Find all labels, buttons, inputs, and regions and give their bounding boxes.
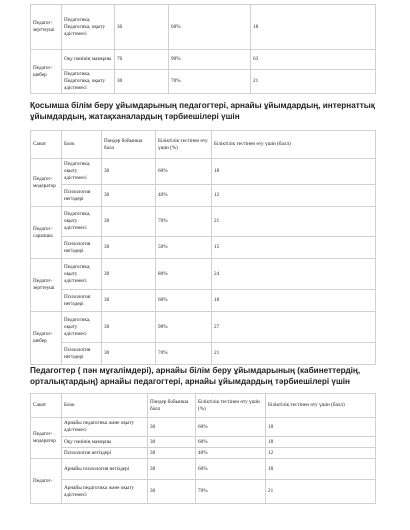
table-row (31, 50, 376, 70)
table-subject-teachers (30, 393, 376, 504)
block-cell: Педагогика, оқыту әдістемесі (62, 159, 102, 185)
block-cell: Арнайы педагогика және оқыту әдістемесі (62, 418, 148, 437)
section-heading: Қосымша білім беру ұйымдарының педагогтері, арнайы ұйымдардың, интернаттық ұйымдардың, жатақханалардың тәрбиешілері үшін (30, 101, 375, 121)
points-cell: 12 (266, 448, 376, 459)
score-cell: 30 (115, 5, 169, 50)
percent-cell: 40% (196, 448, 266, 459)
table-row (31, 159, 376, 185)
table-header-row (31, 394, 376, 418)
block-cell: Психология негіздері (62, 185, 102, 207)
table-header-row (31, 131, 376, 159)
table-row (31, 237, 376, 259)
score-cell: 30 (148, 459, 196, 480)
percent-cell: 70% (156, 343, 212, 365)
score-cell: 30 (102, 185, 156, 207)
block-cell: Оқу пәнінің мазмұны (62, 437, 148, 448)
points-cell: 18 (212, 290, 376, 312)
percent-cell: 60% (156, 159, 212, 185)
points-cell: 18 (266, 437, 376, 448)
table-row (31, 437, 376, 448)
percent-cell: 60% (169, 5, 251, 50)
percent-cell: 70% (196, 480, 266, 504)
percent-cell: 80% (156, 259, 212, 290)
category-cell: Педагог-модератор (31, 418, 62, 459)
points-cell: 21 (212, 343, 376, 365)
percent-cell: 60% (196, 437, 266, 448)
table-row (31, 207, 376, 237)
points-cell: 15 (212, 237, 376, 259)
percent-cell: 90% (169, 50, 251, 70)
table-row (31, 185, 376, 207)
score-cell: 30 (115, 70, 169, 94)
score-cell: 30 (102, 207, 156, 237)
block-cell: Психология негіздері (62, 343, 102, 365)
column-header: Санат (31, 131, 62, 159)
category-cell: Педагог-модератор (31, 159, 62, 207)
points-cell: 18 (212, 159, 376, 185)
category-cell: Педагог-зерттеуші (31, 5, 62, 50)
percent-cell: 60% (196, 418, 266, 437)
table-top (30, 4, 376, 94)
percent-cell: 60% (196, 459, 266, 480)
column-header: Біліктілік тестінен өту үшін (балл) (266, 394, 376, 418)
percent-cell: 70% (156, 207, 212, 237)
table-row (31, 448, 376, 459)
table-row (31, 70, 376, 94)
score-cell: 30 (102, 259, 156, 290)
points-cell: 18 (266, 459, 376, 480)
block-cell: Педагогика, оқыту әдістемесі (62, 312, 102, 343)
block-cell: Оқу пәнінің мазмұны (62, 50, 115, 70)
percent-cell: 90% (156, 312, 212, 343)
score-cell: 30 (102, 312, 156, 343)
table-row (31, 480, 376, 504)
block-cell: Арнайы психология негіздері (62, 459, 148, 480)
column-header: Біліктілік тестінен өту үшін (%) (156, 131, 212, 159)
column-header: Пәндер бойынша балл (148, 394, 196, 418)
score-cell: 30 (148, 448, 196, 459)
table-row (31, 259, 376, 290)
column-header: Біліктілік тестінен өту үшін (%) (196, 394, 266, 418)
column-header: Санат (31, 394, 62, 418)
points-cell: 21 (251, 70, 376, 94)
table-row (31, 418, 376, 437)
points-cell: 63 (251, 50, 376, 70)
block-cell: Педагогика, Педагогика, оқыту әдістемесі (62, 70, 115, 94)
score-cell: 70 (115, 50, 169, 70)
points-cell: 24 (212, 259, 376, 290)
points-cell: 21 (266, 480, 376, 504)
category-cell: Педагог-шебер (31, 50, 62, 94)
table-row (31, 343, 376, 365)
percent-cell: 70% (169, 70, 251, 94)
column-header: Пәндер бойынша балл (102, 131, 156, 159)
score-cell: 30 (102, 159, 156, 185)
score-cell: 30 (148, 437, 196, 448)
score-cell: 30 (102, 343, 156, 365)
table-row (31, 459, 376, 480)
block-cell: Психология негіздері (62, 448, 148, 459)
score-cell: 30 (102, 237, 156, 259)
percent-cell: 50% (156, 237, 212, 259)
score-cell: 30 (102, 290, 156, 312)
block-cell: Арнайы педагогика және оқыту әдістемесі (62, 480, 148, 504)
points-cell: 18 (266, 418, 376, 437)
table-row (31, 290, 376, 312)
column-header: Біліктілік тестінен өту үшін (балл) (212, 131, 376, 159)
category-cell: Педагог- (31, 459, 62, 504)
score-cell: 30 (148, 418, 196, 437)
section-heading: Педагогтер ( пән мұғалімдері), арнайы білім беру ұйымдарының (кабинеттердің, орталықтардың) арнайы педагогтері, арнайы ұйымдардың тәрбиешілері үшін (30, 366, 361, 386)
points-cell: 18 (251, 5, 376, 50)
score-cell: 30 (148, 480, 196, 504)
percent-cell: 40% (156, 185, 212, 207)
points-cell: 21 (212, 207, 376, 237)
block-cell: Психология негіздері (62, 290, 102, 312)
category-cell: Педагог-шебер (31, 312, 62, 365)
category-cell: Педагог-сарапшы (31, 207, 62, 259)
block-cell: Психология негіздері (62, 237, 102, 259)
table-additional-education (30, 130, 376, 365)
points-cell: 12 (212, 185, 376, 207)
table-row (31, 5, 376, 50)
percent-cell: 60% (156, 290, 212, 312)
block-cell: Педагогика, Педагогика, оқыту әдістемесі (62, 5, 115, 50)
column-header: Блок (62, 131, 102, 159)
column-header: Блок (62, 394, 148, 418)
block-cell: Педагогика, оқыту әдістемесі (62, 259, 102, 290)
table-row (31, 312, 376, 343)
block-cell: Педагогика, оқыту әдістемесі (62, 207, 102, 237)
points-cell: 27 (212, 312, 376, 343)
category-cell: Педагог-зерттеуші (31, 259, 62, 312)
